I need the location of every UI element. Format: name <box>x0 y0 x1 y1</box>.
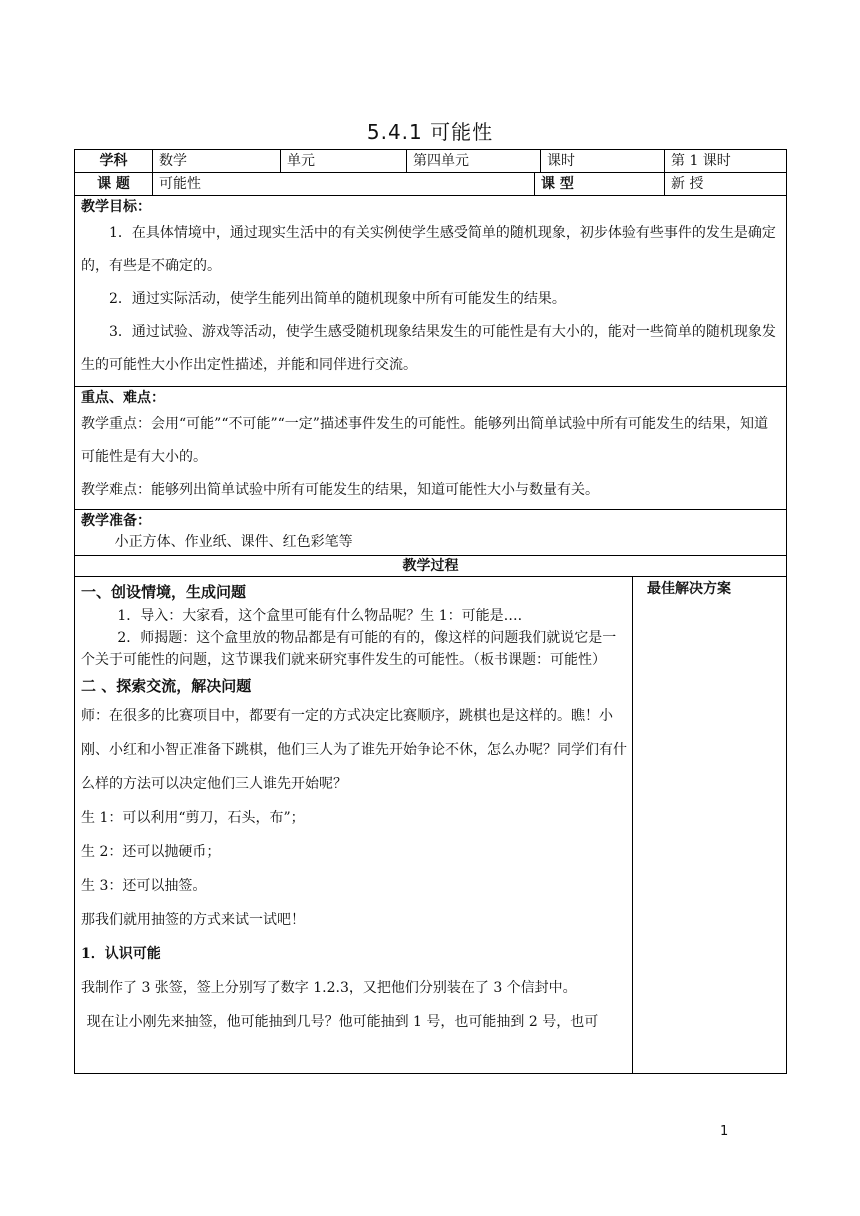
keypoints-row <box>75 387 787 510</box>
subject-value: 数学 <box>153 150 281 173</box>
document-title: 5.4.1 可能性 <box>366 120 494 144</box>
key-point-text: 教学重点：会用“可能”“不可能”“一定”描述事件发生的可能性。能够列出简单试验中所有可能发生的结果，知道可能性是有大小的。 <box>81 416 768 465</box>
unit-value: 第四单元 <box>407 150 541 173</box>
objective-item: 2．通过实际活动，使学生能列出简单的随机现象中所有可能发生的结果。 <box>109 291 566 307</box>
section2-paragraph: 生 1：可以利用“剪刀，石头，布”； <box>81 810 305 826</box>
subsection1-paragraph: 我制作了 3 张签，签上分别写了数字 1.2.3，又把他们分别装在了 3 个信封中。 <box>81 980 577 996</box>
objective-item: 3．通过试验、游戏等活动，使学生感受随机现象结果发生的可能性是有大小的，能对一些简单的随机现象发生的可能性大小作出定性描述，并能和同伴进行交流。 <box>81 324 776 373</box>
difficult-point-text: 教学难点：能够列出简单试验中所有可能发生的结果，知道可能性大小与数量有关。 <box>81 482 599 498</box>
period-label: 课时 <box>541 150 665 173</box>
process-heading: 教学过程 <box>75 556 787 577</box>
section2-paragraph: 师：在很多的比赛项目中，都要有一定的方式决定比赛顺序，跳棋也是这样的。瞧！小刚、小红和小智正准备下跳棋，他们三人为了谁先开始争论不休，怎么办呢？同学们有什么样的方法可以决定他们三人谁先开始呢？ <box>81 708 627 792</box>
preparation-text: 小正方体、作业纸、课件、红色彩笔等 <box>114 534 353 550</box>
process-heading-row <box>75 556 787 577</box>
type-value: 新 授 <box>665 173 787 196</box>
preparation-heading: 教学准备： <box>81 513 151 529</box>
period-value: 第 1 课时 <box>665 150 787 173</box>
section2-paragraph: 生 2：还可以抛硬币； <box>81 844 221 860</box>
type-label: 课 型 <box>535 173 665 196</box>
section1-paragraph: 1．导入：大家看，这个盒里可能有什么物品呢？生 1：可能是…. <box>117 608 523 624</box>
subsection1-paragraph: 现在让小刚先来抽签，他可能抽到几号？他可能抽到 1 号，也可能抽到 2 号，也可 <box>86 1014 599 1030</box>
page-number: 1 <box>720 1124 729 1139</box>
info-row-1 <box>75 150 787 173</box>
unit-label: 单元 <box>281 150 407 173</box>
objectives-heading: 教学目标： <box>81 199 151 215</box>
section1-paragraph: 2．师揭题：这个盒里放的物品都是有可能的有的，像这样的问题我们就说它是一个关于可能性的问题，这节课我们就来研究事件发生的可能性。（板书课题：可能性） <box>81 630 617 668</box>
section2-paragraph: 那我们就用抽签的方式来试一试吧！ <box>81 912 305 928</box>
info-row-2 <box>75 173 787 196</box>
objectives-row <box>75 196 787 387</box>
process-body-row <box>75 577 787 1074</box>
topic-value: 可能性 <box>153 173 535 196</box>
subsection1-title: 1．认识可能 <box>81 946 161 962</box>
section1-title: 一、创设情境，生成问题 <box>81 583 247 601</box>
subject-label: 学科 <box>75 150 153 173</box>
preparation-row <box>75 510 787 556</box>
section2-title: 二 、探索交流，解决问题 <box>81 677 252 695</box>
best-solution-heading: 最佳解决方案 <box>647 581 731 597</box>
lesson-plan-table <box>74 149 787 1074</box>
objective-item: 1．在具体情境中，通过现实生活中的有关实例使学生感受简单的随机现象，初步体验有些事件的发生是确定的，有些是不确定的。 <box>81 225 776 274</box>
topic-label: 课 题 <box>75 173 153 196</box>
keypoints-heading: 重点、难点： <box>81 390 165 406</box>
section2-paragraph: 生 3：还可以抽签。 <box>81 878 207 894</box>
